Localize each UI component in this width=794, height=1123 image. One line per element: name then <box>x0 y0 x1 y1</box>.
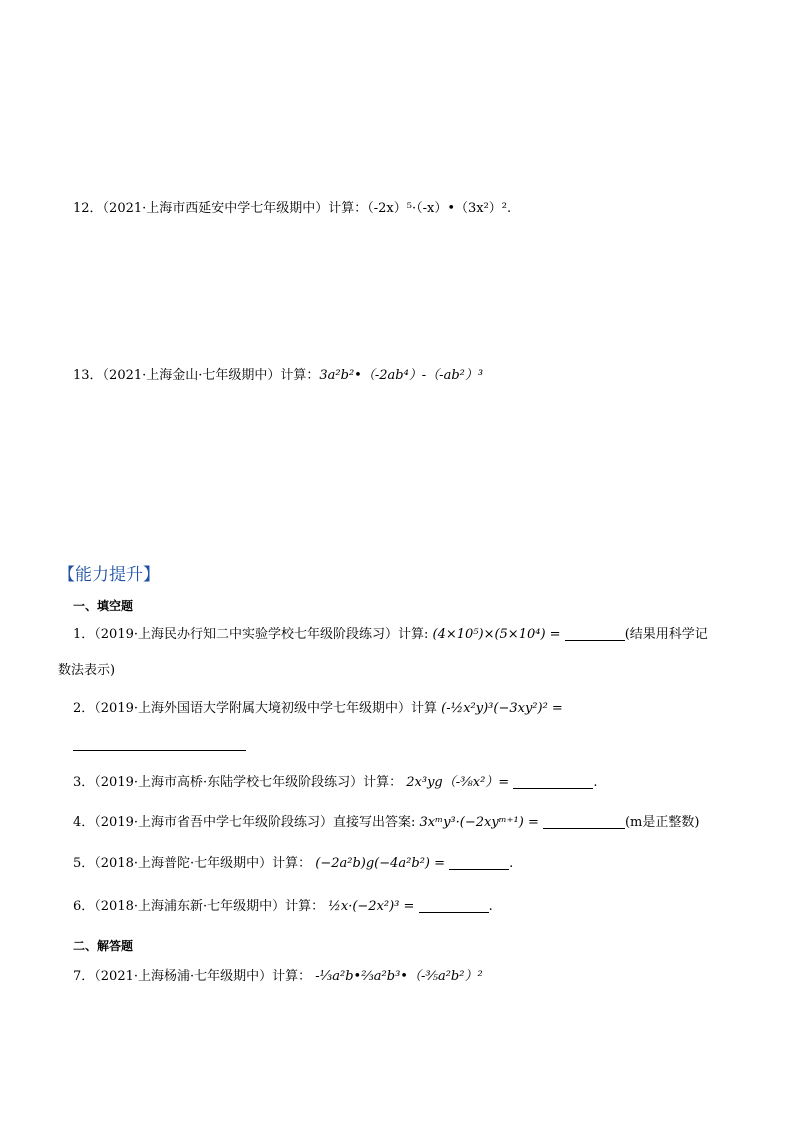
solve-7-expression: -⅓a²b•⅔a²b³•（-⅗a²b²）² <box>315 969 483 984</box>
answer-blank-5[interactable] <box>449 855 509 870</box>
fill-3-suffix: . <box>593 775 598 790</box>
fill-6-expression: ½x·(−2x²)³ = <box>328 899 415 914</box>
fill-question-4 <box>73 814 699 832</box>
fill-question-5 <box>73 855 513 873</box>
question-13-expression: 3a²b²•（-2ab⁴）-（-ab²）³ <box>319 368 484 383</box>
fill-1-expression: (4×10⁵)×(5×10⁴) = <box>432 627 561 642</box>
fill-4-suffix: (m是正整数) <box>624 815 700 830</box>
fill-question-2 <box>73 700 563 718</box>
fill-5-prefix: 5．（2018·上海普陀·七年级期中）计算： <box>73 856 312 871</box>
fill-5-expression: (−2a²b)g(−4a²b²) = <box>315 856 446 871</box>
fill-1-continuation: 数法表示) <box>58 663 116 678</box>
heading-fill-in: 一、填空题 <box>73 599 134 613</box>
heading-solve: 二、解答题 <box>73 939 134 953</box>
answer-blank-2[interactable] <box>73 750 246 751</box>
answer-blank-1[interactable] <box>565 626 625 641</box>
fill-2-prefix: 2．（2019·上海外国语大学附属大境初级中学七年级期中）计算 <box>73 701 437 716</box>
question-12 <box>73 200 511 218</box>
fill-3-expression: 2x³yg（-⅜x²）= <box>406 775 510 790</box>
fill-question-6 <box>73 898 493 916</box>
fill-3-prefix: 3．（2019·上海市高桥·东陆学校七年级阶段练习）计算： <box>73 775 403 790</box>
solve-7-prefix: 7．（2021·上海杨浦·七年级期中）计算： <box>73 969 312 984</box>
answer-blank-3[interactable] <box>513 774 593 789</box>
fill-4-expression: 3xᵐy³·(−2xyᵐ⁺¹) = <box>419 815 539 830</box>
fill-6-suffix: . <box>488 899 493 914</box>
fill-6-prefix: 6．（2018·上海浦东新·七年级期中）计算： <box>73 899 325 914</box>
fill-question-3 <box>73 774 597 792</box>
question-12-prefix: 12．（2021·上海市西延安中学七年级期中）计算： <box>73 201 368 216</box>
fill-1-suffix: (结果用科学记 <box>624 627 708 642</box>
answer-blank-6[interactable] <box>419 898 489 913</box>
question-12-expression: （-2x）⁵·（-x）•（3x²）². <box>367 201 512 216</box>
fill-question-1 <box>73 626 708 644</box>
fill-2-expression: (-½x²y)³(−3xy²)² = <box>441 701 563 716</box>
fill-1-prefix: 1．（2019·上海民办行知二中实验学校七年级阶段练习）计算: <box>73 627 429 642</box>
section-title: 【能力提升】 <box>58 565 160 585</box>
answer-blank-4[interactable] <box>543 814 625 829</box>
solve-question-7 <box>73 968 483 986</box>
question-13-prefix: 13．（2021·上海金山·七年级期中）计算： <box>73 368 320 383</box>
question-13 <box>73 367 483 385</box>
fill-5-suffix: . <box>509 856 514 871</box>
fill-4-prefix: 4．（2019·上海市省吾中学七年级阶段练习）直接写出答案: <box>73 815 416 830</box>
